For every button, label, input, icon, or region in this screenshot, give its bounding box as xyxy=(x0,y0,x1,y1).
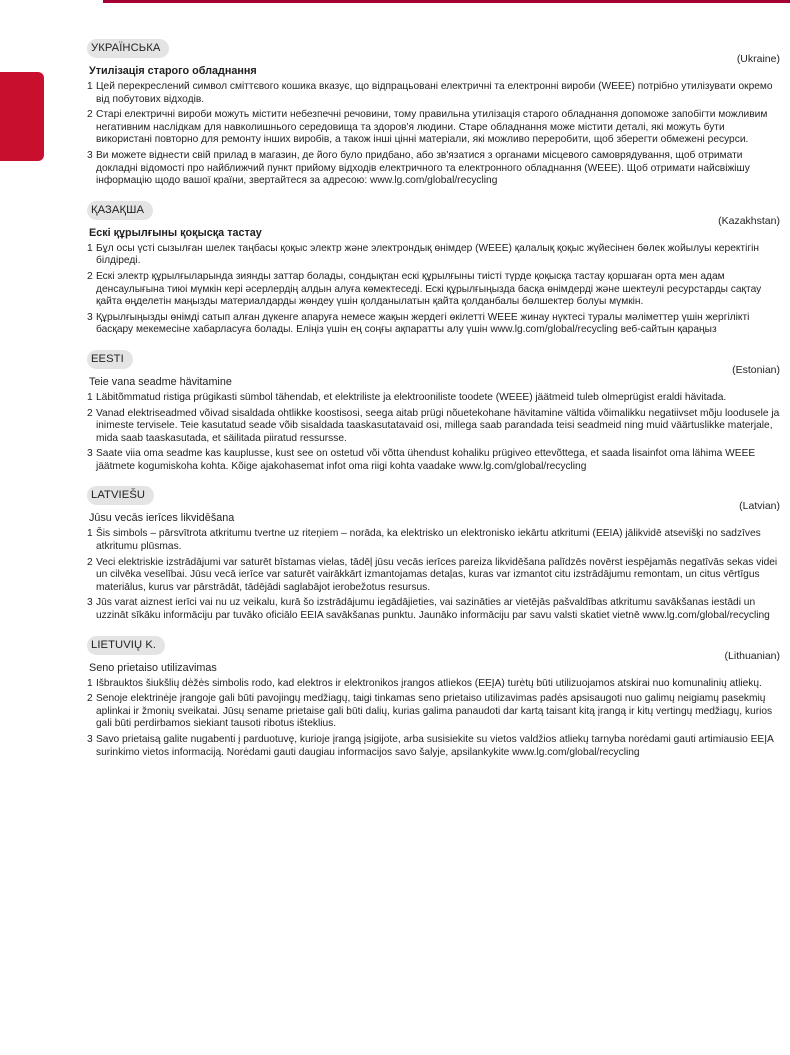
item-number: 3 xyxy=(87,734,93,745)
item-number: 3 xyxy=(87,597,93,609)
item-text: Ви можете віднести свій прилад в магазин, де його було придбано, або зв'язатися з органами місцевого самоврядування, щоб отримати докладні відомості про найближчий пункт прийому відходів електричного та електронного обладнання (WEEE). Щоб отримати найсвіжішу інформацію щодо вашої країни, звертайтеся за адресою: www.lg.com/global/recycling xyxy=(96,149,750,187)
section-header xyxy=(87,485,780,513)
language-section xyxy=(87,635,780,760)
item-text: Бұл осы үсті сызылған шелек таңбасы қоқыс электр және электрондық өнімдер (WEEE) қалалық қоқыс жүйесінен бөлек жойылуы керектігін білдіреді. xyxy=(96,242,759,267)
list-item xyxy=(87,597,780,622)
list-item xyxy=(87,109,780,147)
language-badge: УКРАЇНСЬКА xyxy=(87,39,169,58)
section-title: Ескі құрылғыны қоқысқа тастау xyxy=(89,226,262,239)
document-body xyxy=(87,38,780,771)
list-item xyxy=(87,312,780,337)
country-label: (Lithuanian) xyxy=(724,649,780,662)
item-text: Savo prietaisą galite nugabenti į parduotuvę, kurioje įrangą įsigijote, arba susisiekite su vietos valdžios atliekų tarnyba norėdami gauti artimiausio EEĮA surinkimo vietos informaciją. Norėdami gauti daugiau informacijos savo šalyje, apsilankykite www.lg.com/global/recycling xyxy=(96,734,774,758)
list-item xyxy=(87,150,780,188)
item-text: Ескі электр құрылғыларында зиянды заттар болады, сондықтан ескі құрылғыны тиісті түрде қоқысқа тастау қоршаған орта мен адам денсаулығына тиюі мүмкін кері әсерлердің алдын алуға көмектеседі. Ескі құрылғыңызда басқа өнімдерді және шектеулі ресурстарды сақтау қайта өңделетін маңызды материалдарды жөндеу үшін қолданылатын қайта қолданбалы бөлшектер болуы мүмкін. xyxy=(96,270,762,308)
item-text: Šis simbols – pārsvītrota atkritumu tvertne uz riteņiem – norāda, ka elektrisko un elektronisko iekārtu atkritumi (EEIA) jālikvidē atsevišķi no sadzīves atkritumu plūsmas. xyxy=(96,528,761,553)
country-label: (Kazakhstan) xyxy=(718,214,780,227)
side-tab-marker xyxy=(0,72,44,161)
item-number: 2 xyxy=(87,270,93,282)
list-item xyxy=(87,243,780,268)
language-badge: LIETUVIŲ K. xyxy=(87,636,165,655)
instruction-list xyxy=(87,392,780,474)
item-text: Senoje elektrinėje įrangoje gali būti pavojingų medžiagų, taigi tinkamas seno prietaiso utilizavimas padės apsisaugoti nuo galimų neigiamų pasekmių aplinkai ir žmonių sveikatai. Jūsų sename prietaise gali būti dalių, kurias galima panaudoti dar kartą taisant kitą įrangą ir kitų vertingų medžiagų, kurios gali būti perdirbamos siekiant tausoti ribotus išteklius. xyxy=(96,693,773,730)
item-number: 1 xyxy=(87,677,93,689)
item-text: Vanad elektriseadmed võivad sisaldada ohtlikke koostisosi, seega aitab prügi nõuetekohane hävitamine vältida võimalikku negatiivset mõju loodusele ja inimeste tervisele. Teie kasutatud seade võib sisaldada taaskasutatavaid osi, millega saab parandada teisi seadmeid ning muid väärtuslikke materjale, mida saab taaskasutada, et säilitada piiratud ressursse. xyxy=(96,407,780,444)
item-number: 1 xyxy=(87,81,93,92)
item-number: 1 xyxy=(87,391,93,403)
language-section xyxy=(87,200,780,337)
language-badge: EESTI xyxy=(87,350,133,369)
list-item xyxy=(87,693,780,731)
section-title: Teie vana seadme hävitamine xyxy=(89,375,232,388)
language-section xyxy=(87,38,780,188)
item-text: Veci elektriskie izstrādājumi var saturēt bīstamas vielas, tādēļ jūsu vecās ierīces pareiza likvidēšana palīdzēs novērst iespējamās negatīvās sekas videi un cilvēka veselībai. Jūsu vecā ierīce var saturēt vairākkārt izmantojamas detaļas, kuras var izmantot citu izstrādājumu remontam, un citus vērtīgus materiālus, kurus var pārstrādāt, tādējādi saglabājot ierobežotus resursus. xyxy=(96,556,778,593)
section-header xyxy=(87,635,780,662)
item-number: 3 xyxy=(87,149,93,161)
item-number: 3 xyxy=(87,311,93,323)
item-number: 2 xyxy=(87,693,93,705)
section-title: Jūsu vecās ierīces likvidēšana xyxy=(89,512,235,525)
list-item xyxy=(87,528,780,553)
section-header xyxy=(87,349,780,376)
item-text: Saate viia oma seadme kas kauplusse, kust see on ostetud või võtta ühendust kohaliku prügiveo ettevõttega, et saada lisainfot oma lähima WEEE jäätmete kogumiskoha kohta. Kõige ajakohasemat infot oma riigi kohta vaadake www.lg.com/global/recycling xyxy=(96,448,756,472)
item-number: 3 xyxy=(87,448,93,460)
item-number: 2 xyxy=(87,407,93,419)
list-item xyxy=(87,408,780,446)
item-text: Құрылғыңызды өнімді сатып алған дүкенге апаруға немесе жақын жердегі өкілетті WEEE жинау нүктесі туралы мәліметтер үшін жергілікті басқару мекемесіне хабарласуға болады. Еліңіз үшін ең соңғы ақпаратты алу үшін www.lg.com/global/recycling веб-сайтын қараңыз xyxy=(96,311,750,336)
item-text: Старі електричні вироби можуть містити небезпечні речовини, тому правильна утилізація старого обладнання допоможе запобігти можливим негативним наслідкам для навколишнього середовища та здоров'я людини. Старе обладнання може містити деталі, які можуть бути використані повторно для ремонту інших виробів, а також інші цінні матеріали, які можливо переробити, щоб зберегти обмежені ресурси. xyxy=(96,109,768,146)
country-label: (Ukraine) xyxy=(736,53,780,65)
item-number: 1 xyxy=(87,242,93,254)
list-item xyxy=(87,392,780,405)
language-badge: ҚАЗАҚША xyxy=(87,201,153,220)
instruction-list xyxy=(87,81,780,188)
list-item xyxy=(87,678,780,691)
top-accent-line xyxy=(103,0,790,3)
item-number: 2 xyxy=(87,556,93,568)
item-number: 1 xyxy=(87,528,93,540)
list-item xyxy=(87,557,780,595)
instruction-list xyxy=(87,243,780,337)
item-text: Läbitõmmatud ristiga prügikasti sümbol tähendab, et elektriliste ja elektrooniliste toodete (WEEE) jäätmeid tuleb olmeprügist eraldi hävitada. xyxy=(96,391,727,403)
item-text: Jūs varat aiznest ierīci vai nu uz veikalu, kurā šo izstrādājumu iegādājieties, vai sazināties ar vietējās pašvaldības atkritumu savākšanas iestādi un uzzināt sīkāku informāciju par tuvāko oficiālo EEIA savākšanas punktu. Jaunāko informāciju par savu valsti skatiet vietnē www.lg.com/global/recycling xyxy=(96,597,770,622)
item-number: 2 xyxy=(87,109,93,121)
language-section xyxy=(87,349,780,474)
section-title: Seno prietaiso utilizavimas xyxy=(89,661,217,674)
language-badge: LATVIEŠU xyxy=(87,486,154,505)
list-item xyxy=(87,734,780,759)
country-label: (Latvian) xyxy=(739,500,780,513)
list-item xyxy=(87,448,780,473)
section-header xyxy=(87,38,780,65)
item-text: Цей перекреслений символ сміттєвого кошика вказує, що відпрацьовані електричні та електронні вироби (WEEE) потрібно утилізувати окремо від побутових відходів. xyxy=(96,81,773,105)
instruction-list xyxy=(87,528,780,622)
item-text: Išbrauktos šiukšlių dėžės simbolis rodo, kad elektros ir elektronikos įrangos atliekos (EEĮA) turėtų būti utilizuojamos atskirai nuo komunalinių atliekų. xyxy=(96,677,762,689)
language-section xyxy=(87,485,780,622)
instruction-list xyxy=(87,678,780,760)
section-header xyxy=(87,200,780,227)
section-title: Утилізація старого обладнання xyxy=(89,65,257,77)
list-item xyxy=(87,81,780,106)
list-item xyxy=(87,271,780,309)
country-label: (Estonian) xyxy=(732,363,780,376)
